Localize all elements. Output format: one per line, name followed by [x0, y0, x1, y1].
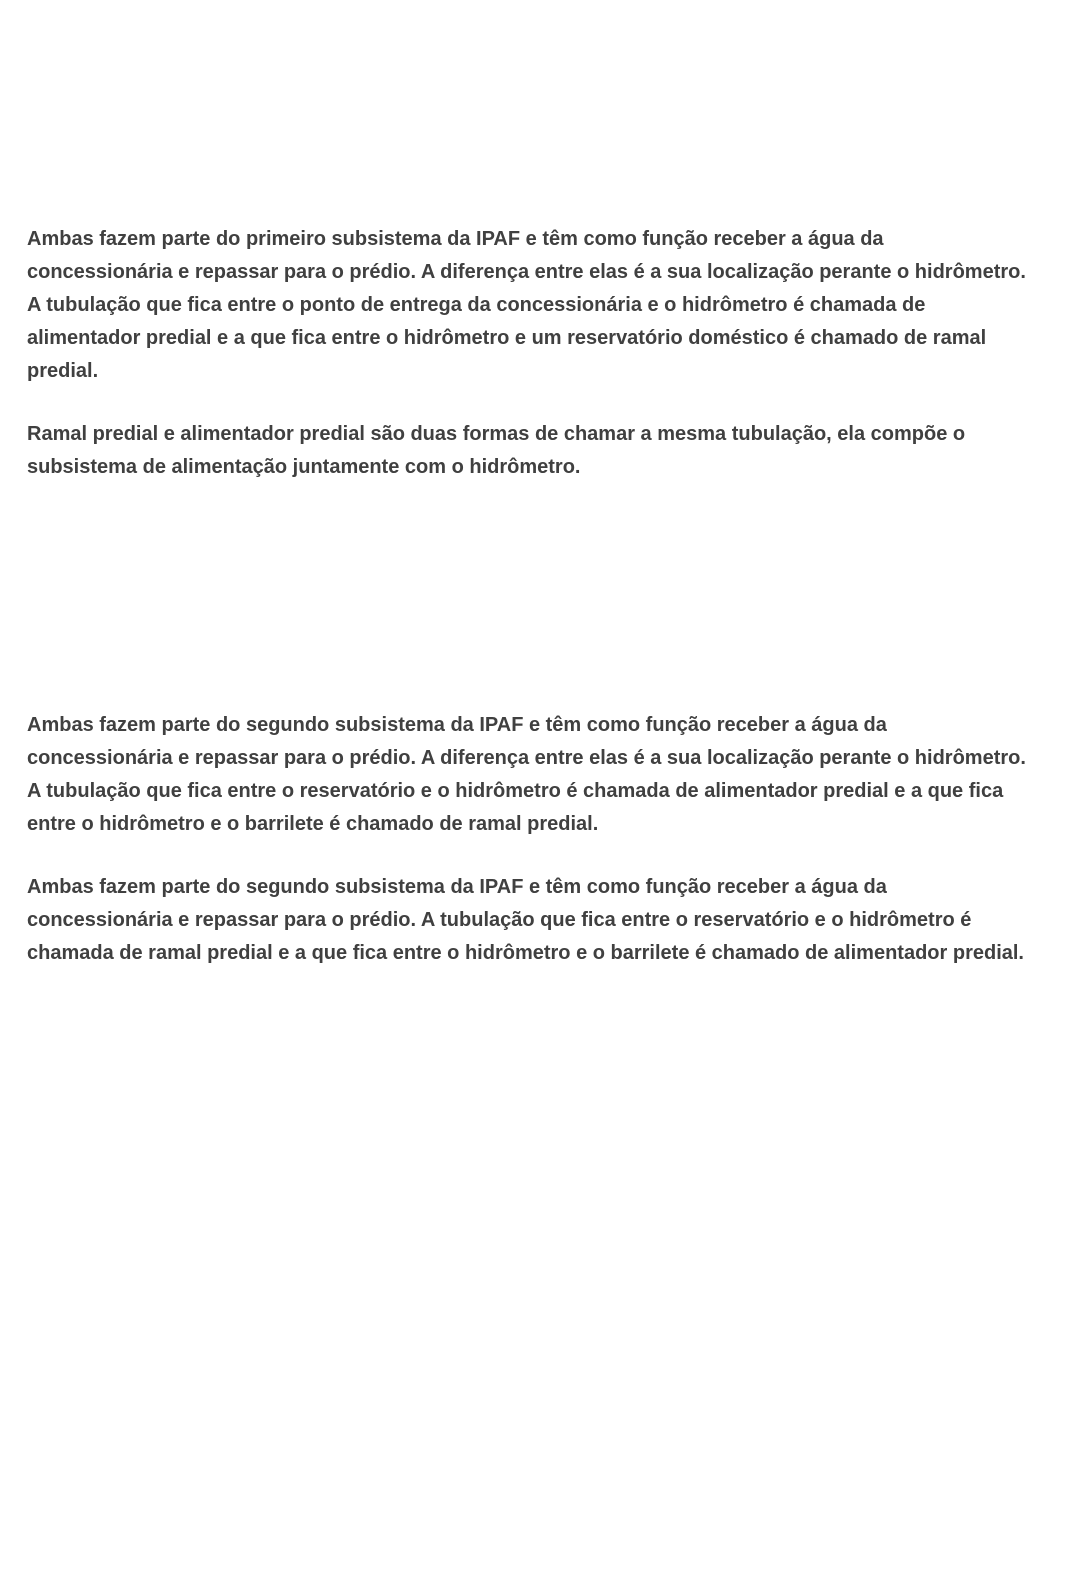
answer-option-2[interactable]: Ramal predial e alimentador predial são duas formas de chamar a mesma tubulação, ela compõe o subsistema de alimentação juntamente com o hidrômetro.: [27, 423, 966, 478]
answer-option-3[interactable]: Ambas fazem parte do segundo subsistema da IPAF e têm como função receber a água da concessionária e repassar para o prédio. A diferença entre elas é a sua localização perante o hidrômetro. A tubulação que fica entre o reservatório e o hidrômetro é chamada de alimentador predial e a que fica entre o hidrômetro e o barrilete é chamado de ramal predial.: [27, 714, 1026, 835]
answer-option-4[interactable]: Ambas fazem parte do segundo subsistema da IPAF e têm como função receber a água da concessionária e repassar para o prédio. A tubulação que fica entre o reservatório e o hidrômetro é chamada de ramal predial e a que fica entre o hidrômetro e o barrilete é chamado de alimentador predial.: [27, 876, 1024, 964]
answer-option-1[interactable]: Ambas fazem parte do primeiro subsistema da IPAF e têm como função receber a água da concessionária e repassar para o prédio. A diferença entre elas é a sua localização perante o hidrômetro. A tubulação que fica entre o ponto de entrega da concessionária e o hidrômetro é chamada de alimentador predial e a que fica entre o hidrômetro e um reservatório doméstico é chamado de ramal predial.: [27, 228, 1026, 382]
